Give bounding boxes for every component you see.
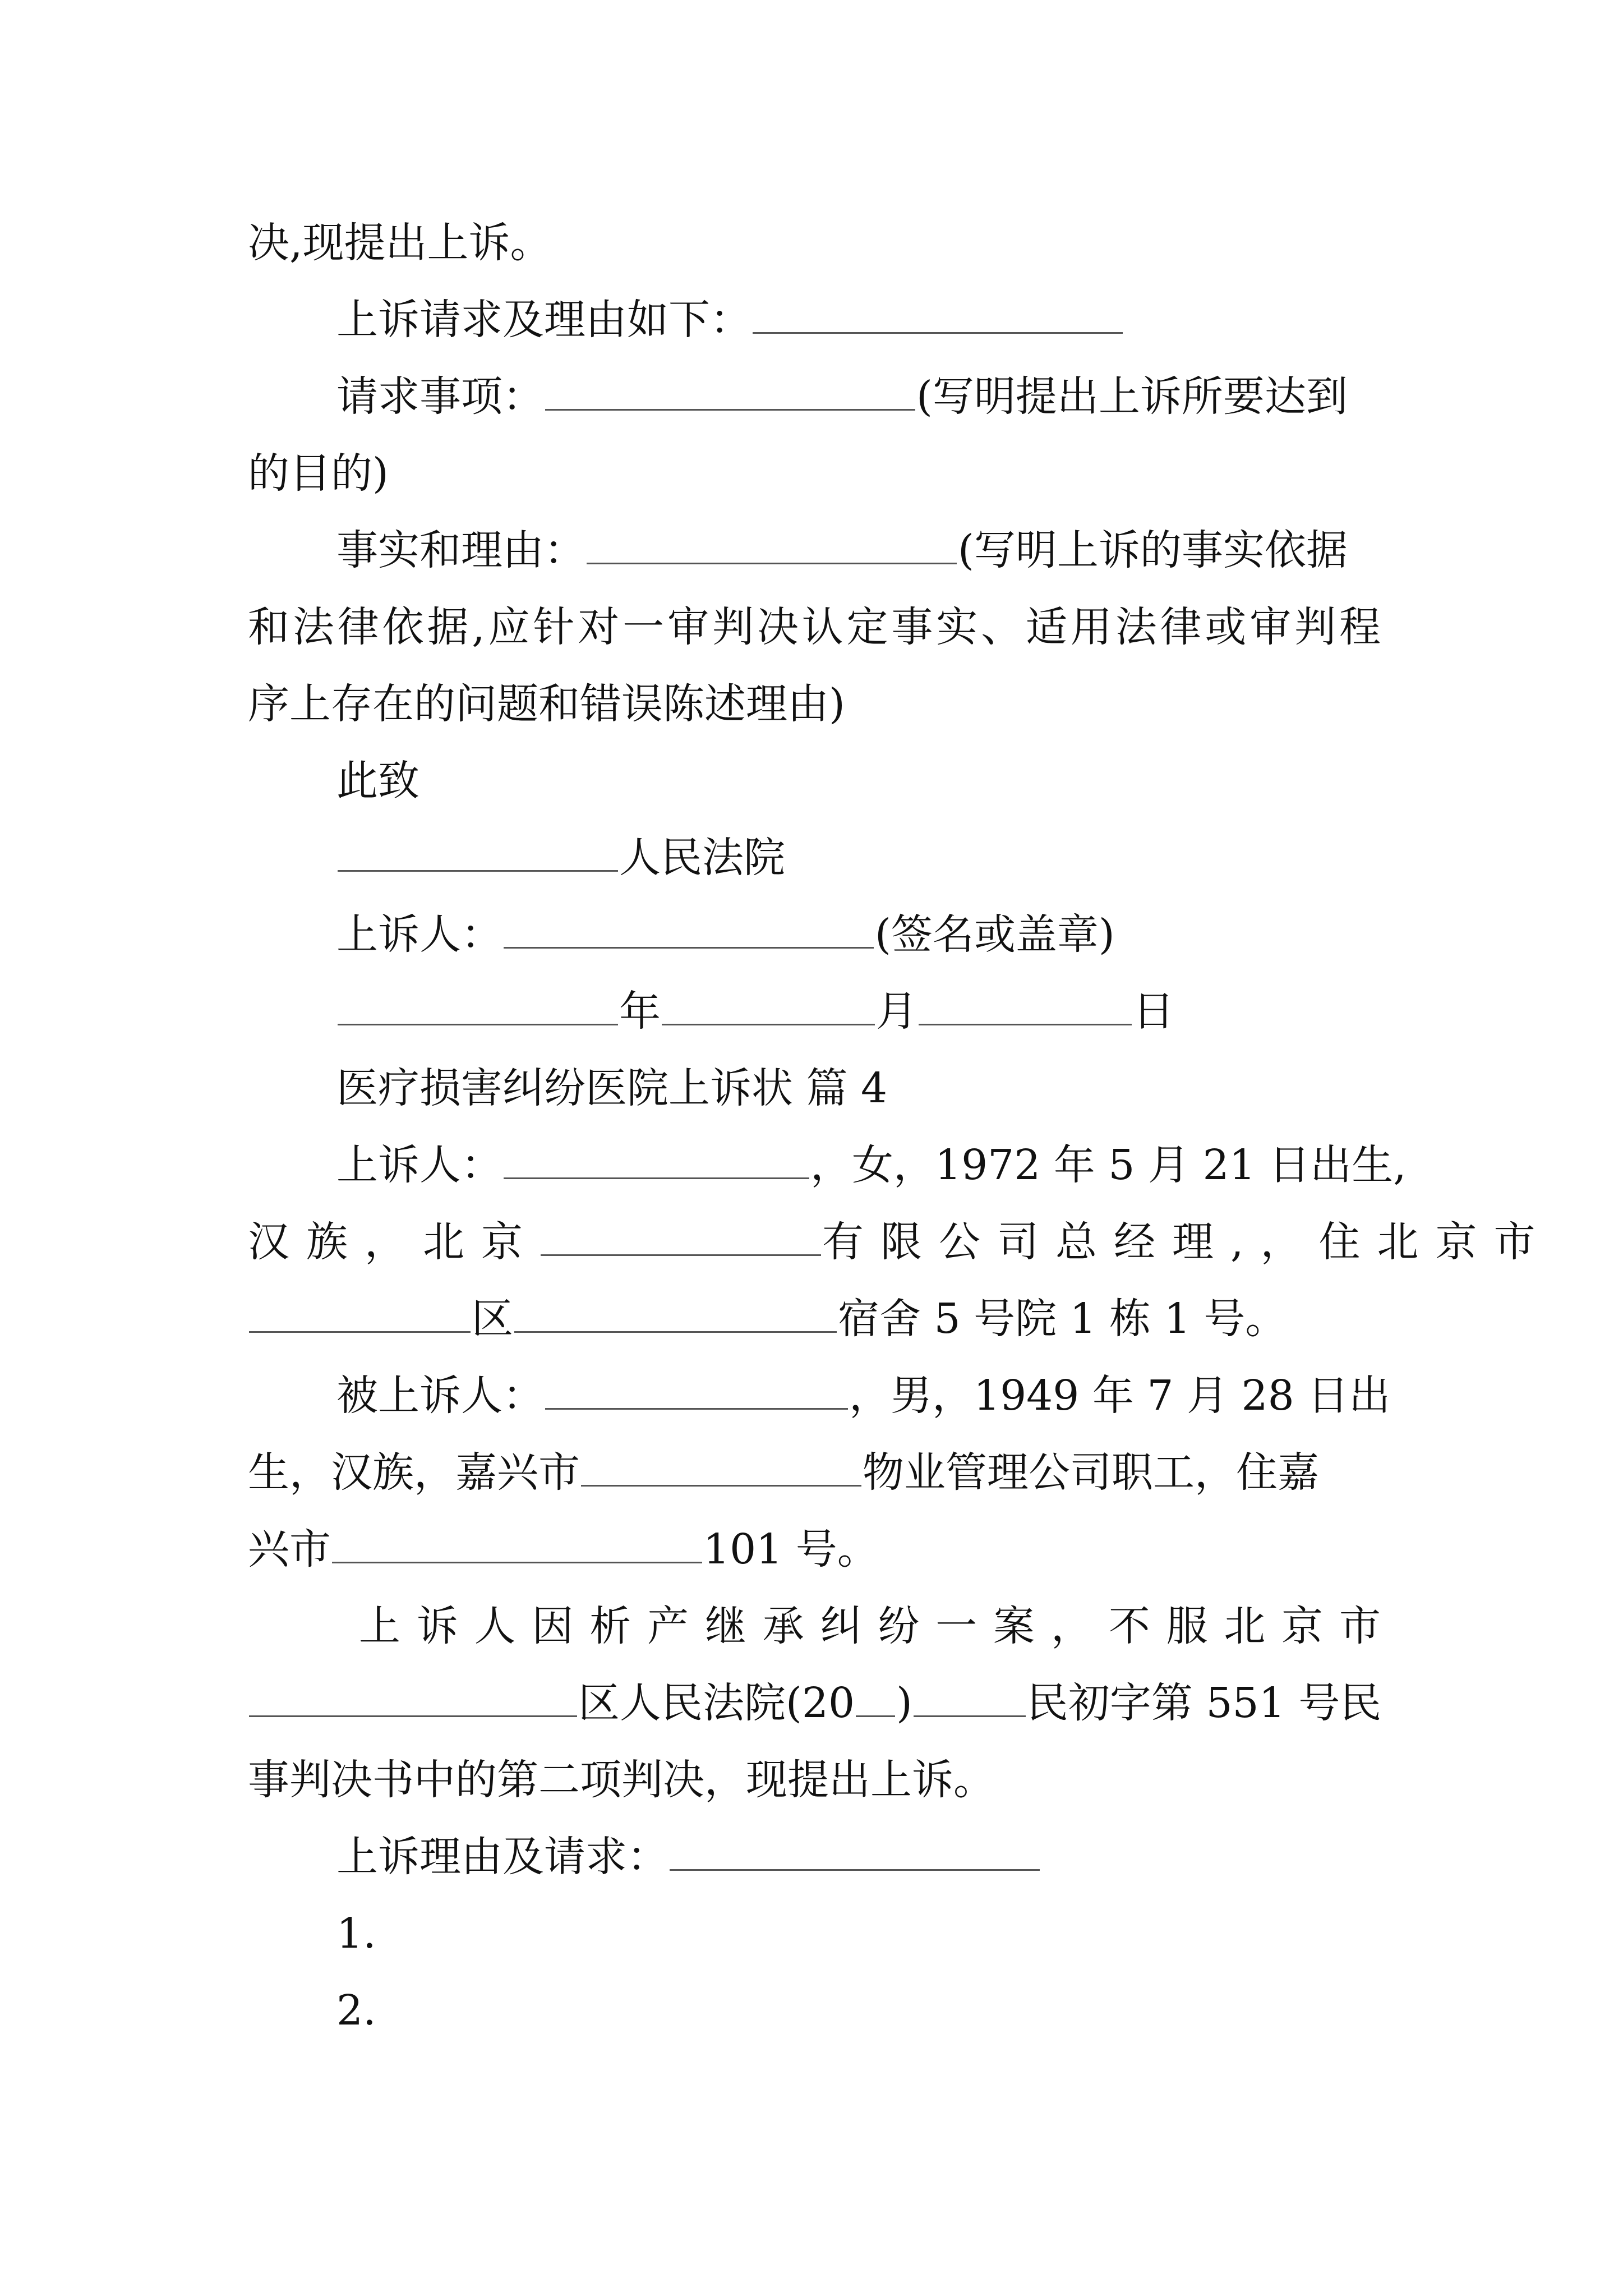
fill-blank (504, 1142, 809, 1179)
fill-blank (541, 1218, 821, 1256)
text-line-3: 请求事项： (写明提出上诉所要达到 (336, 372, 1348, 421)
fill-blank (914, 1680, 1026, 1717)
text-line-4: 的目的) (248, 449, 389, 498)
text-line-20: 区人民法院(20 ) 民初字第 551 号民 (248, 1675, 1381, 1731)
fill-blank (504, 911, 874, 949)
fill-blank (587, 527, 957, 564)
text-line-9: 人民法院 (336, 830, 1381, 886)
text-line-13: 上诉人： ，女，1972 年 5 月 21 日出生, (336, 1141, 1407, 1189)
text-line-10: 上诉人： (签名或盖章) (336, 910, 1115, 959)
text-line-21: 事判决书中的第二项判决，现提出上诉。 (248, 1756, 995, 1804)
fill-blank (545, 1372, 848, 1410)
text-line-17: 生，汉族，嘉兴市 物业管理公司职工，住嘉 (248, 1448, 1319, 1497)
text-line-6: 和法律依据,应针对一审判决认定事实、适用法律或审判程 (248, 603, 1381, 651)
text-line-18: 兴市 101 号。 (248, 1525, 879, 1573)
fill-blank (338, 834, 618, 872)
fill-blank (249, 1295, 471, 1333)
text-line-8: 此致 (336, 757, 419, 805)
list-item-1: 1. (336, 1910, 376, 1958)
text-line-11: 年 月 日 (336, 983, 1381, 1039)
text-line-15: 区 宿舍 5 号院 1 栋 1 号。 (248, 1291, 1381, 1347)
fill-blank (856, 1680, 895, 1717)
text-line-19: 上诉人因析产继承纠纷一案，不服北京市 (359, 1602, 1381, 1650)
fill-blank (753, 296, 1123, 334)
text-line-2: 上诉请求及理由如下： (336, 292, 1381, 348)
fill-blank (514, 1295, 837, 1333)
text-line-16: 被上诉人： ，男，1949 年 7 月 28 日出 (336, 1372, 1391, 1420)
fill-blank (249, 1680, 577, 1717)
text-line-7: 序上存在的问题和错误陈述理由) (248, 680, 845, 728)
fill-blank (332, 1526, 702, 1563)
fill-blank (662, 988, 875, 1025)
text-line-5: 事实和理由： (写明上诉的事实依据 (336, 526, 1348, 574)
fill-blank (670, 1833, 1040, 1871)
fill-blank (919, 988, 1132, 1025)
fill-blank (545, 373, 915, 411)
text-line-1: 决,现提出上诉。 (248, 219, 552, 267)
text-line-14: 汉族，北京 有限公司总经理,，住北京市 (248, 1218, 1552, 1266)
list-item-2: 2. (336, 1986, 376, 2035)
section-heading: 医疗损害纠纷医院上诉状 篇 4 (336, 1064, 888, 1112)
text-line-22: 上诉理由及请求： (336, 1829, 1381, 1885)
fill-blank (581, 1449, 861, 1487)
fill-blank (338, 988, 618, 1025)
